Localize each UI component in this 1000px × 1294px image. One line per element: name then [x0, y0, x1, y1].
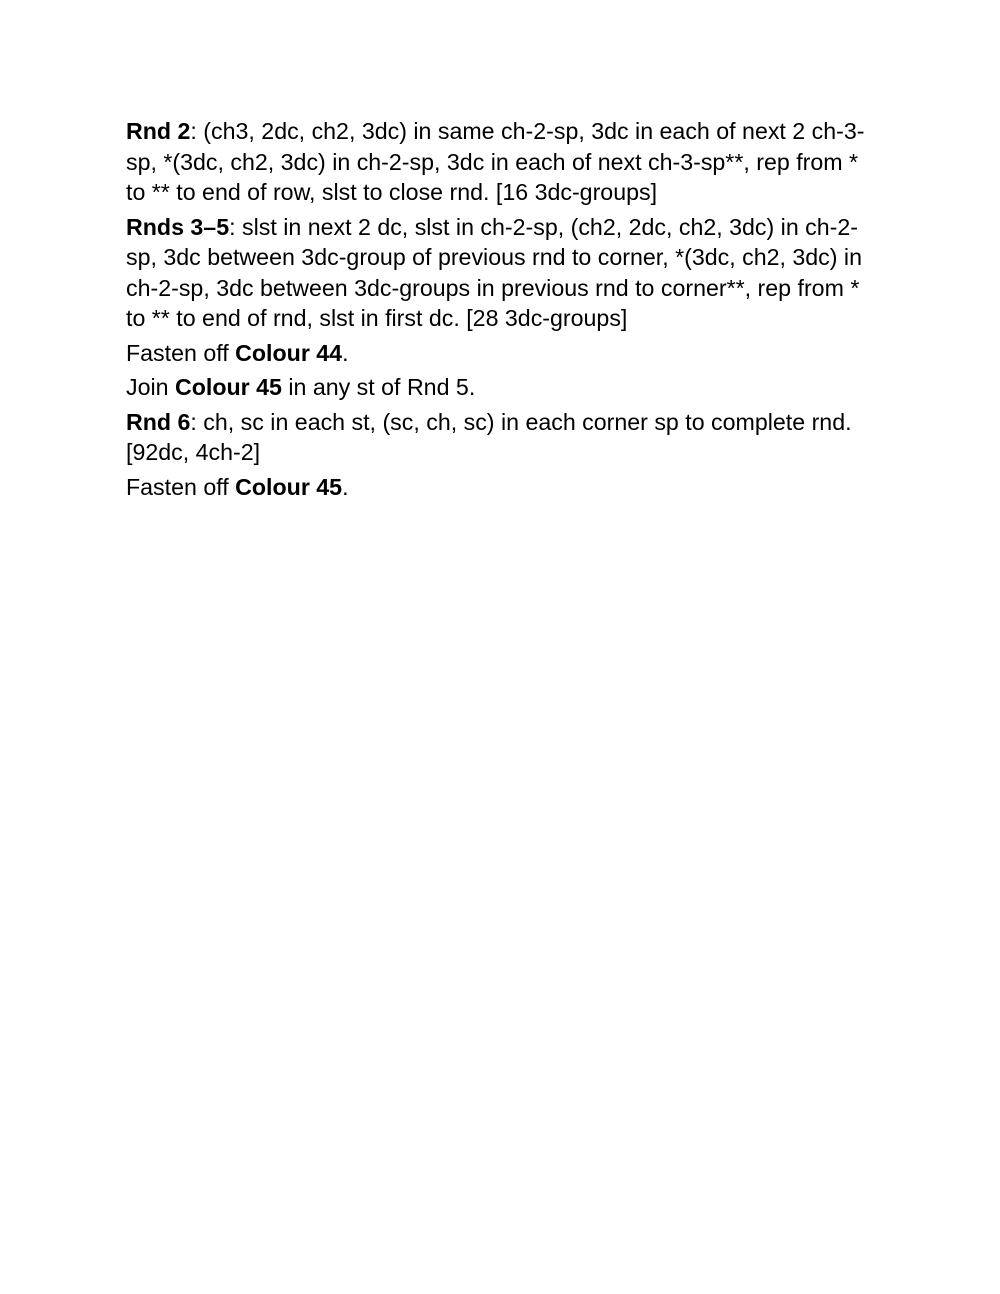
- pattern-instructions: [126, 116, 866, 506]
- rnds-3-5-instruction: [126, 212, 866, 334]
- instruction-text: Fasten off: [126, 339, 236, 366]
- fasten-off-colour-44: [126, 338, 866, 369]
- round-label: Rnd 6: [126, 408, 191, 435]
- instruction-text: Fasten off: [126, 473, 236, 500]
- rnd-2-instruction: [126, 116, 866, 208]
- colour-name: Colour 45: [174, 374, 282, 400]
- join-colour-45: [126, 372, 866, 403]
- instruction-text: : ch, sc in each st, (sc, ch, sc) in each corner sp to complete rnd. [92dc, 4ch-2]: [126, 408, 852, 465]
- round-label: Rnd 2: [126, 118, 191, 144]
- round-label: Rnds 3–5: [126, 213, 230, 240]
- instruction-text: : (ch3, 2dc, ch2, 3dc) in same ch-2-sp, 3dc in each of next 2 ch-3-sp, *(3dc, ch2, 3dc) in ch-2-sp, 3dc in each of next ch-3-sp**, rep from * to ** to end of row, slst to close rnd. [16 3dc-groups]: [126, 118, 865, 205]
- instruction-text: .: [342, 473, 349, 500]
- instruction-text: Join: [126, 374, 175, 400]
- fasten-off-colour-45: [126, 472, 866, 503]
- colour-name: Colour 45: [235, 473, 343, 500]
- instruction-text: in any st of Rnd 5.: [281, 374, 476, 400]
- instruction-text: : slst in next 2 dc, slst in ch-2-sp, (ch2, 2dc, ch2, 3dc) in ch-2-sp, 3dc between 3dc-group of previous rnd to corner, *(3dc, ch2, 3dc) in ch-2-sp, 3dc between 3dc-groups in previous rnd to corner**, rep from * to ** to end of rnd, slst in first dc. [28 3dc-groups]: [126, 213, 862, 331]
- rnd-6-instruction: [126, 407, 866, 468]
- colour-name: Colour 44: [235, 339, 343, 366]
- instruction-text: .: [342, 339, 349, 366]
